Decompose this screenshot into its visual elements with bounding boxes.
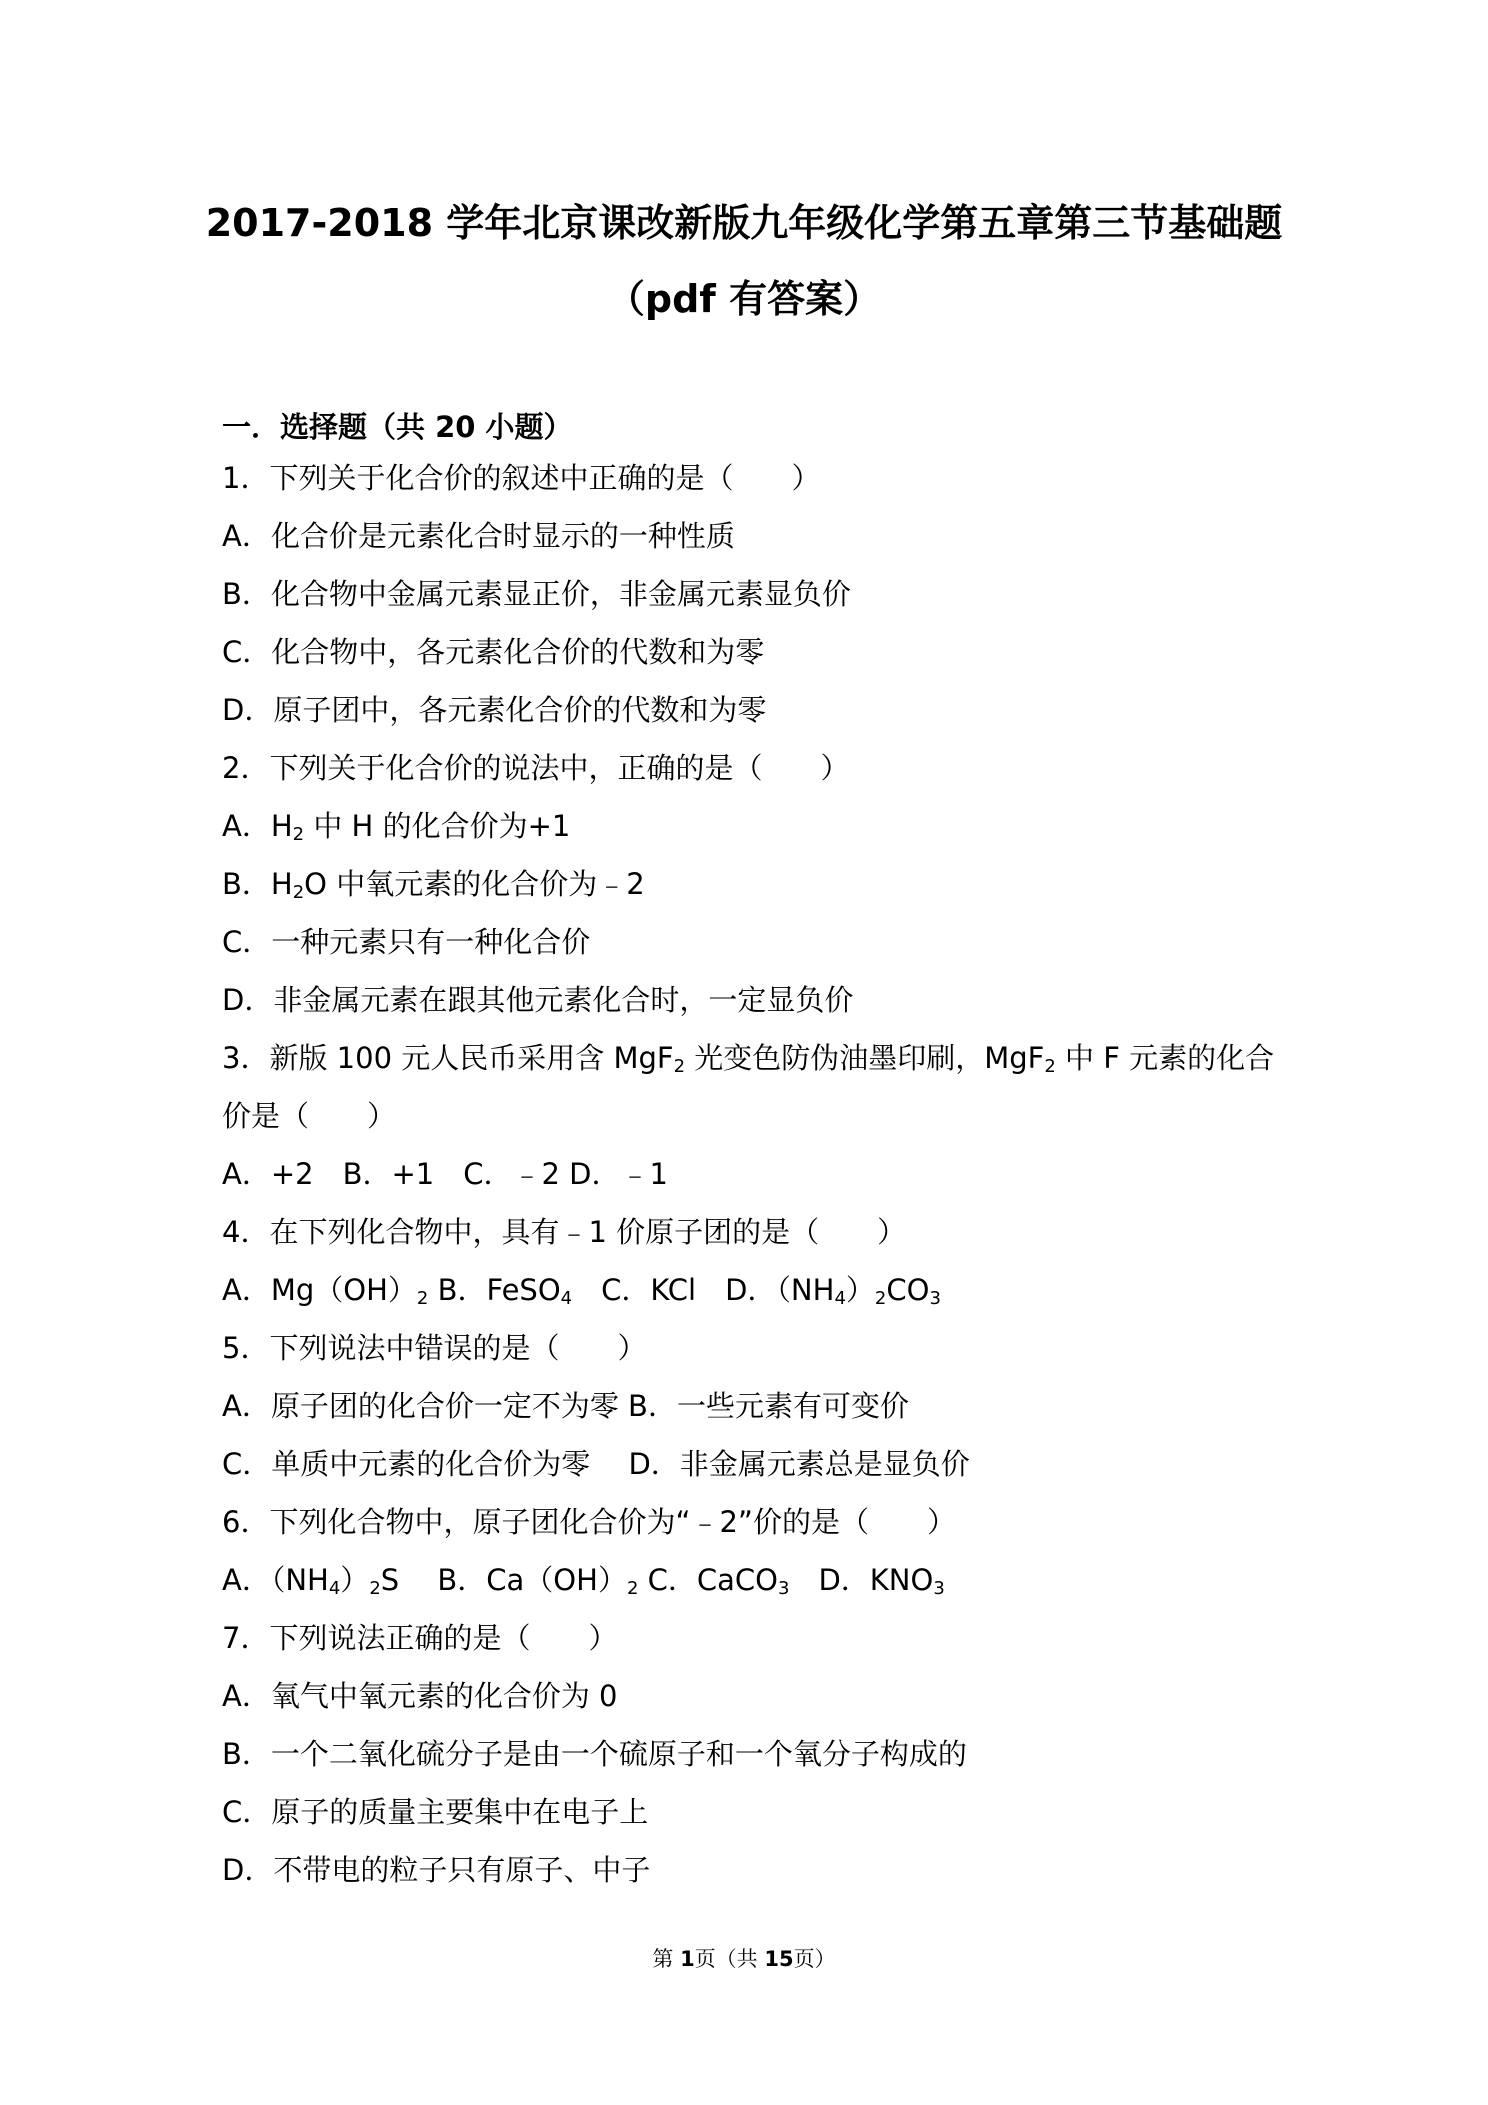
- question-3: 3．新版 100 元人民币采用含 MgF$_2$ 光变色防伪油墨印刷，MgF$_2$ 中 F 元素的化合: [222, 1041, 1275, 1077]
- page-footer: 第 1页（共 15页）: [652, 1947, 836, 1971]
- section-heading: 一．选择题（共 20 小题）: [222, 410, 573, 444]
- q1-option-c: C．化合物中，各元素化合价的代数和为零: [222, 635, 765, 669]
- q5-options-ab: A．原子团的化合价一定不为零 B．一些元素有可变价: [222, 1389, 909, 1423]
- document-title-line-1: 2017-2018 学年北京课改新版九年级化学第五章第三节基础题: [205, 201, 1283, 245]
- q7-option-d: D．不带电的粒子只有原子、中子: [222, 1853, 651, 1887]
- q1-option-d: D．原子团中，各元素化合价的代数和为零: [222, 693, 767, 727]
- q1-option-a: A．化合价是元素化合时显示的一种性质: [222, 519, 735, 553]
- question-2: 2．下列关于化合价的说法中，正确的是（ ）: [222, 751, 850, 785]
- question-1: 1．下列关于化合价的叙述中正确的是（ ）: [222, 461, 821, 495]
- q5-options-cd: C．单质中元素的化合价为零 D．非金属元素总是显负价: [222, 1447, 970, 1481]
- q4-options: A．$Mg(OH)_2$ B．FeSO$_4$ C．KCl D．$(NH_4)_2CO_3$: [222, 1273, 941, 1309]
- document-title-line-2: （pdf 有答案）: [606, 277, 882, 321]
- q2-option-b: B．$H_2O$ 中氧元素的化合价为﹣2: [222, 867, 645, 903]
- question-6: 6．下列化合物中，原子团化合价为“﹣2”价的是（ ）: [222, 1505, 956, 1539]
- q6-options: A．$(NH_4)_2S$ B．$Ca(OH)_2$ C．CaCO$_3$ D．$KNO_3$: [222, 1563, 945, 1599]
- q2-option-c: C．一种元素只有一种化合价: [222, 925, 591, 959]
- question-5: 5．下列说法中错误的是（ ）: [222, 1331, 647, 1365]
- q1-option-b: B．化合物中金属元素显正价，非金属元素显负价: [222, 577, 851, 611]
- question-3-continued: 价是（ ）: [222, 1099, 397, 1133]
- question-7: 7．下列说法正确的是（ ）: [222, 1621, 618, 1655]
- q2-option-a: A．$H_2$ 中 H 的化合价为+1: [222, 809, 571, 845]
- q7-option-a: A．氧气中氧元素的化合价为 0: [222, 1679, 618, 1713]
- q7-option-c: C．原子的质量主要集中在电子上: [222, 1795, 649, 1829]
- q7-option-b: B．一个二氧化硫分子是由一个硫原子和一个氧分子构成的: [222, 1737, 967, 1771]
- q2-option-d: D．非金属元素在跟其他元素化合时，一定显负价: [222, 983, 854, 1017]
- question-4: 4．在下列化合物中，具有﹣1 价原子团的是（ ）: [222, 1215, 907, 1249]
- q3-options: A．+2 B．+1 C．﹣2 D．﹣1: [222, 1157, 668, 1191]
